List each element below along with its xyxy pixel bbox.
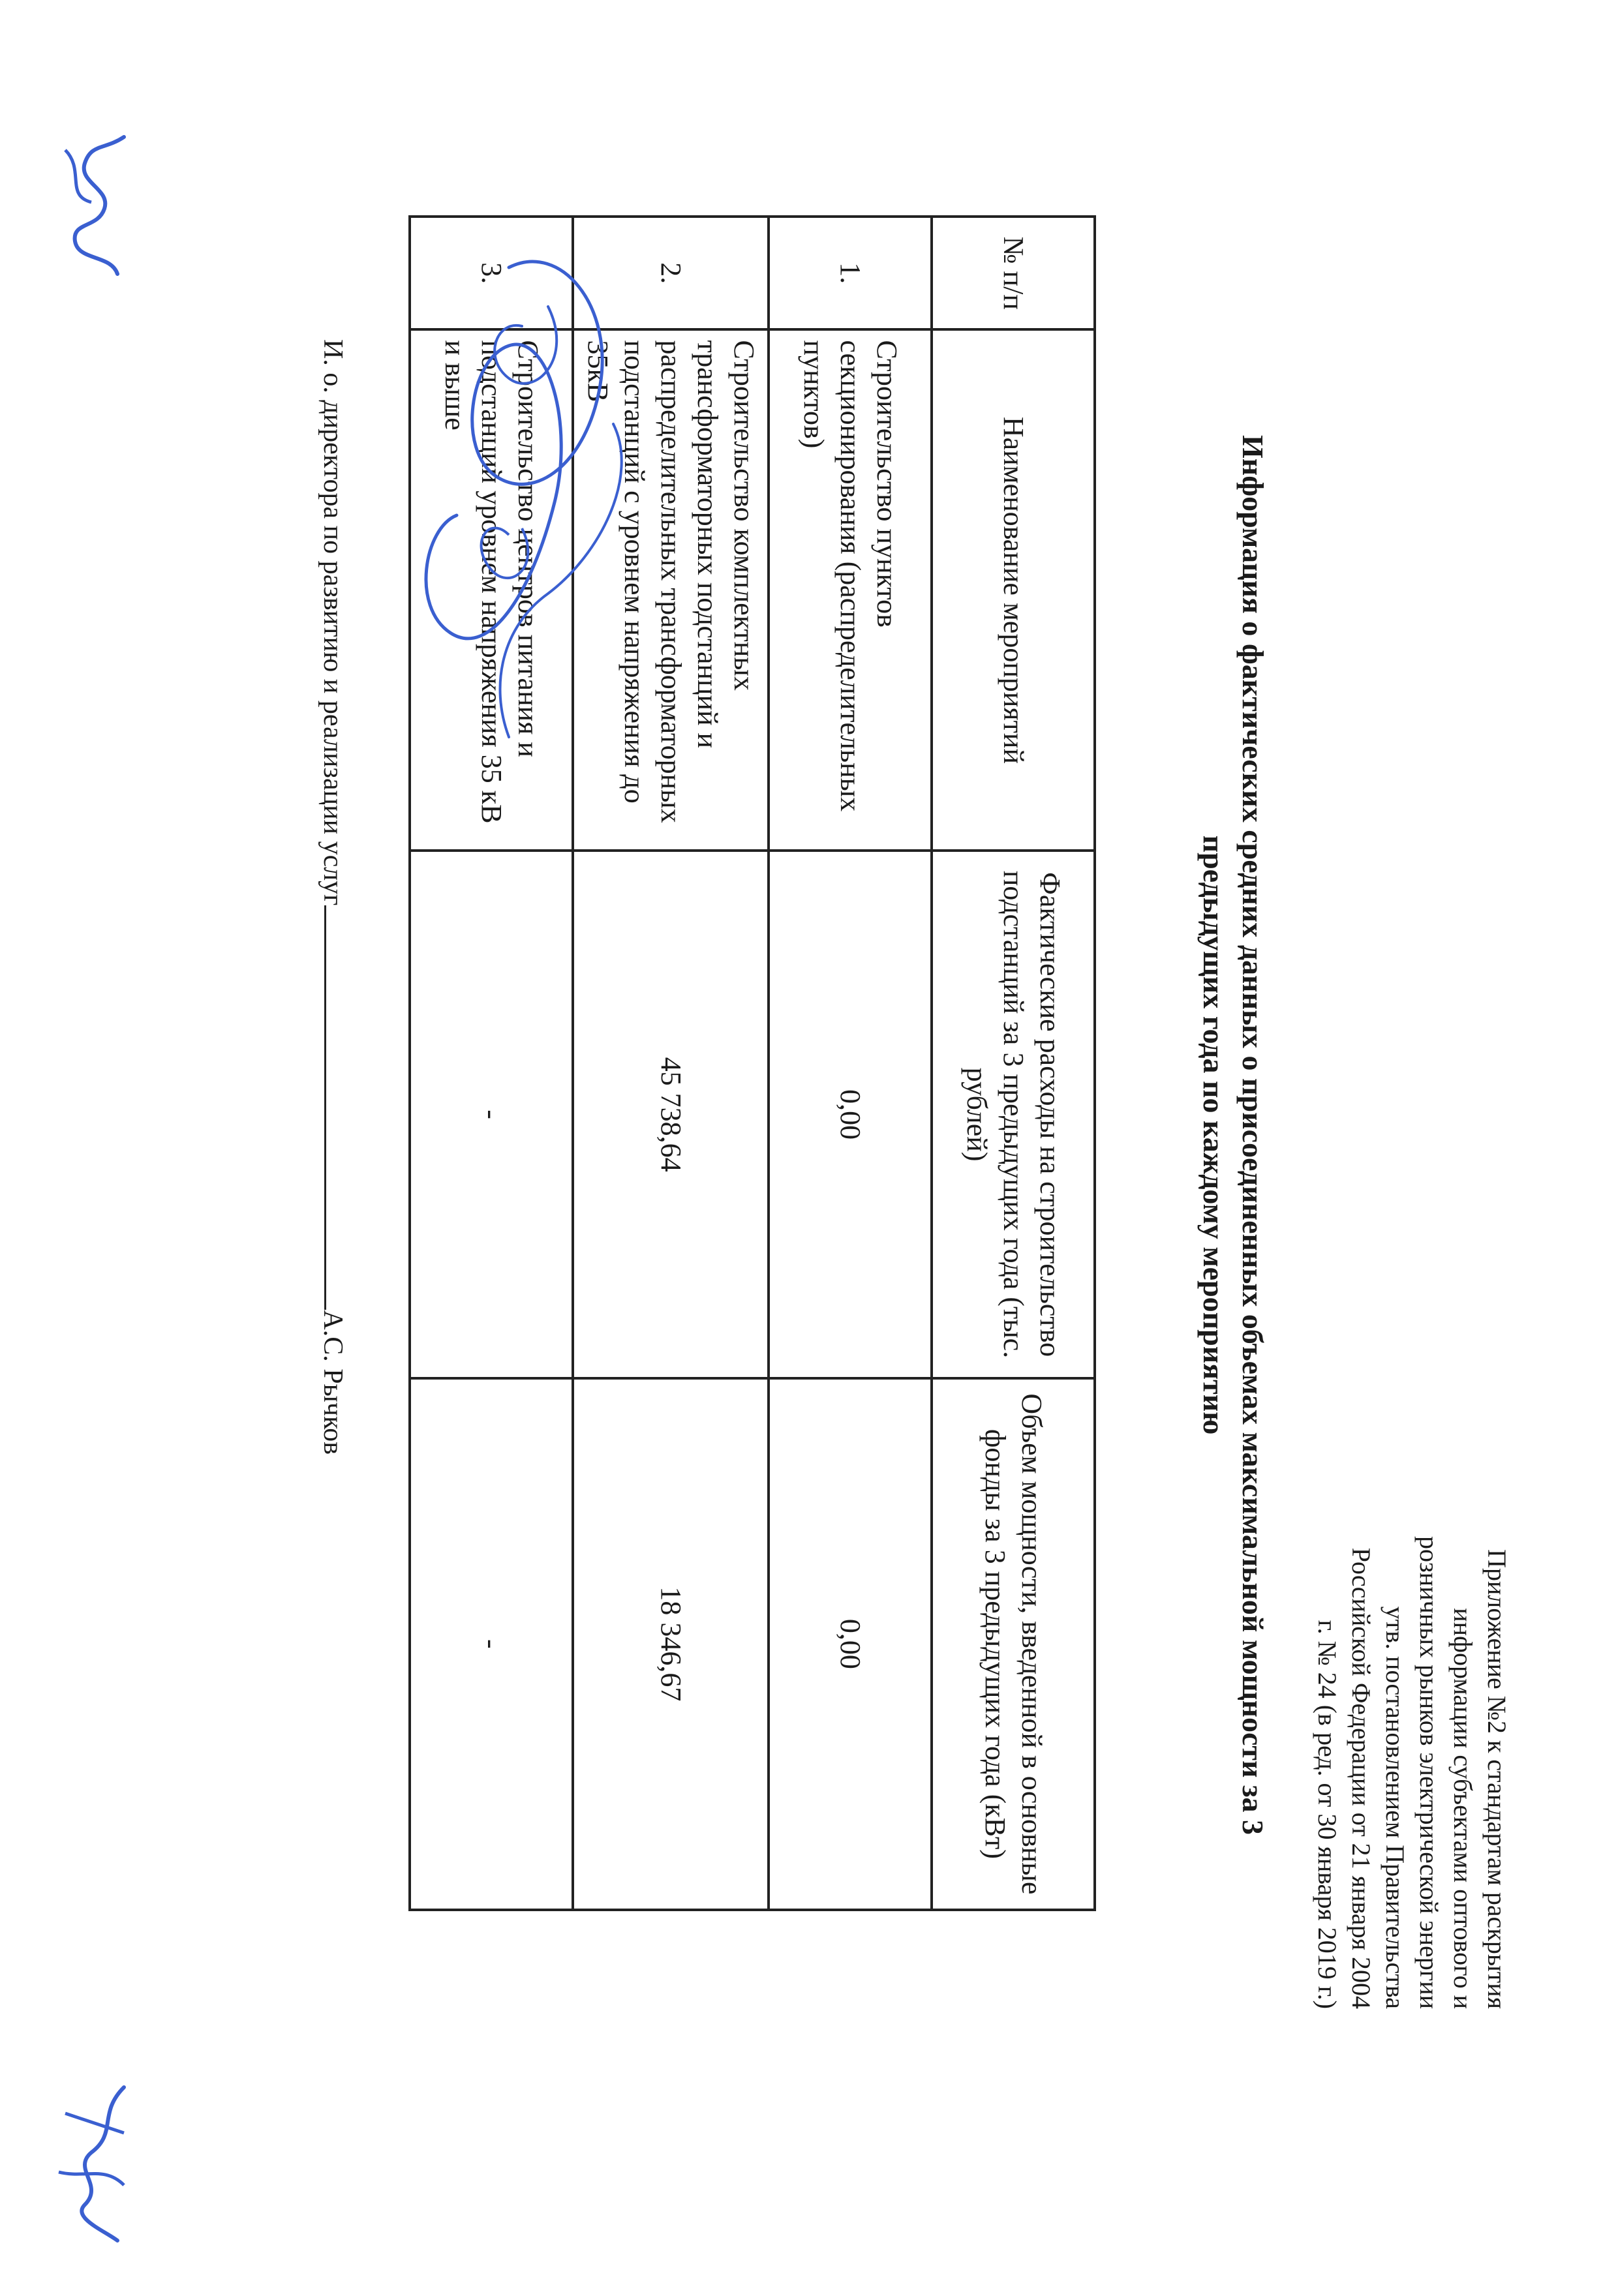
row-power: 0,00 [769,1378,932,1910]
header-cost: Фактические расходы на строительство подстанций за 3 предыдущих года (тыс. рублей) [932,851,1095,1378]
document-title [1194,326,1272,1944]
handwritten-signature [391,228,705,763]
title-line-1: Информация о фактических средних данных о присоединенных объемах максимальной мощности за 3 [1236,435,1270,1835]
table-header-row [932,217,1095,1910]
row-num: 1. [769,217,932,329]
annex-line: Приложение №2 к стандартам раскрытия [1482,1549,1512,2009]
annex-line: г. № 24 (в ред. от 30 января 2019 г.) [1313,1620,1342,2009]
annex-line: розничных рынков электрической энергии [1414,1536,1444,2009]
row-cost: 0,00 [769,851,932,1378]
annex-line: информации субъектами оптового и [1448,1608,1478,2009]
signatory-name: А.С. Рычков [318,1310,348,1455]
row-num: 3. [410,217,573,329]
annex-line: утв. постановлением Правительства [1381,1606,1410,2009]
row-name: Строительство комплектных трансформаторных подстанций и распределительных трансформаторных подстанций с уровнем напряжения до 35кВ [573,329,769,851]
signature-blank [324,905,352,1310]
header-name: Наименование мероприятий [932,329,1095,851]
annex-reference [1310,1318,1514,2009]
row-cost: 45 738,64 [573,851,769,1378]
annex-line: Российской Федерации от 21 января 2004 [1347,1547,1376,2009]
row-name: Строительство пунктов секционирования (распределительных пунктов) [769,329,932,851]
row-power: 18 346,67 [573,1378,769,1910]
row-num: 2. [573,217,769,329]
row-name: Строительство центров питания и подстанций уровнем напряжения 35 кВ и выше [410,329,573,851]
row-cost: - [410,851,573,1378]
header-power: Объем мощности, введенной в основные фонды за 3 предыдущих года (кВт) [932,1378,1095,1910]
signature-line [314,339,352,1644]
row-power: - [410,1378,573,1910]
table-row [769,217,932,1910]
header-num: № п/п [932,217,1095,329]
title-line-2: предыдущих года по каждому мероприятию [1197,835,1230,1435]
signatory-position: И. о. директора по развитию и реализации услуг [318,339,348,906]
